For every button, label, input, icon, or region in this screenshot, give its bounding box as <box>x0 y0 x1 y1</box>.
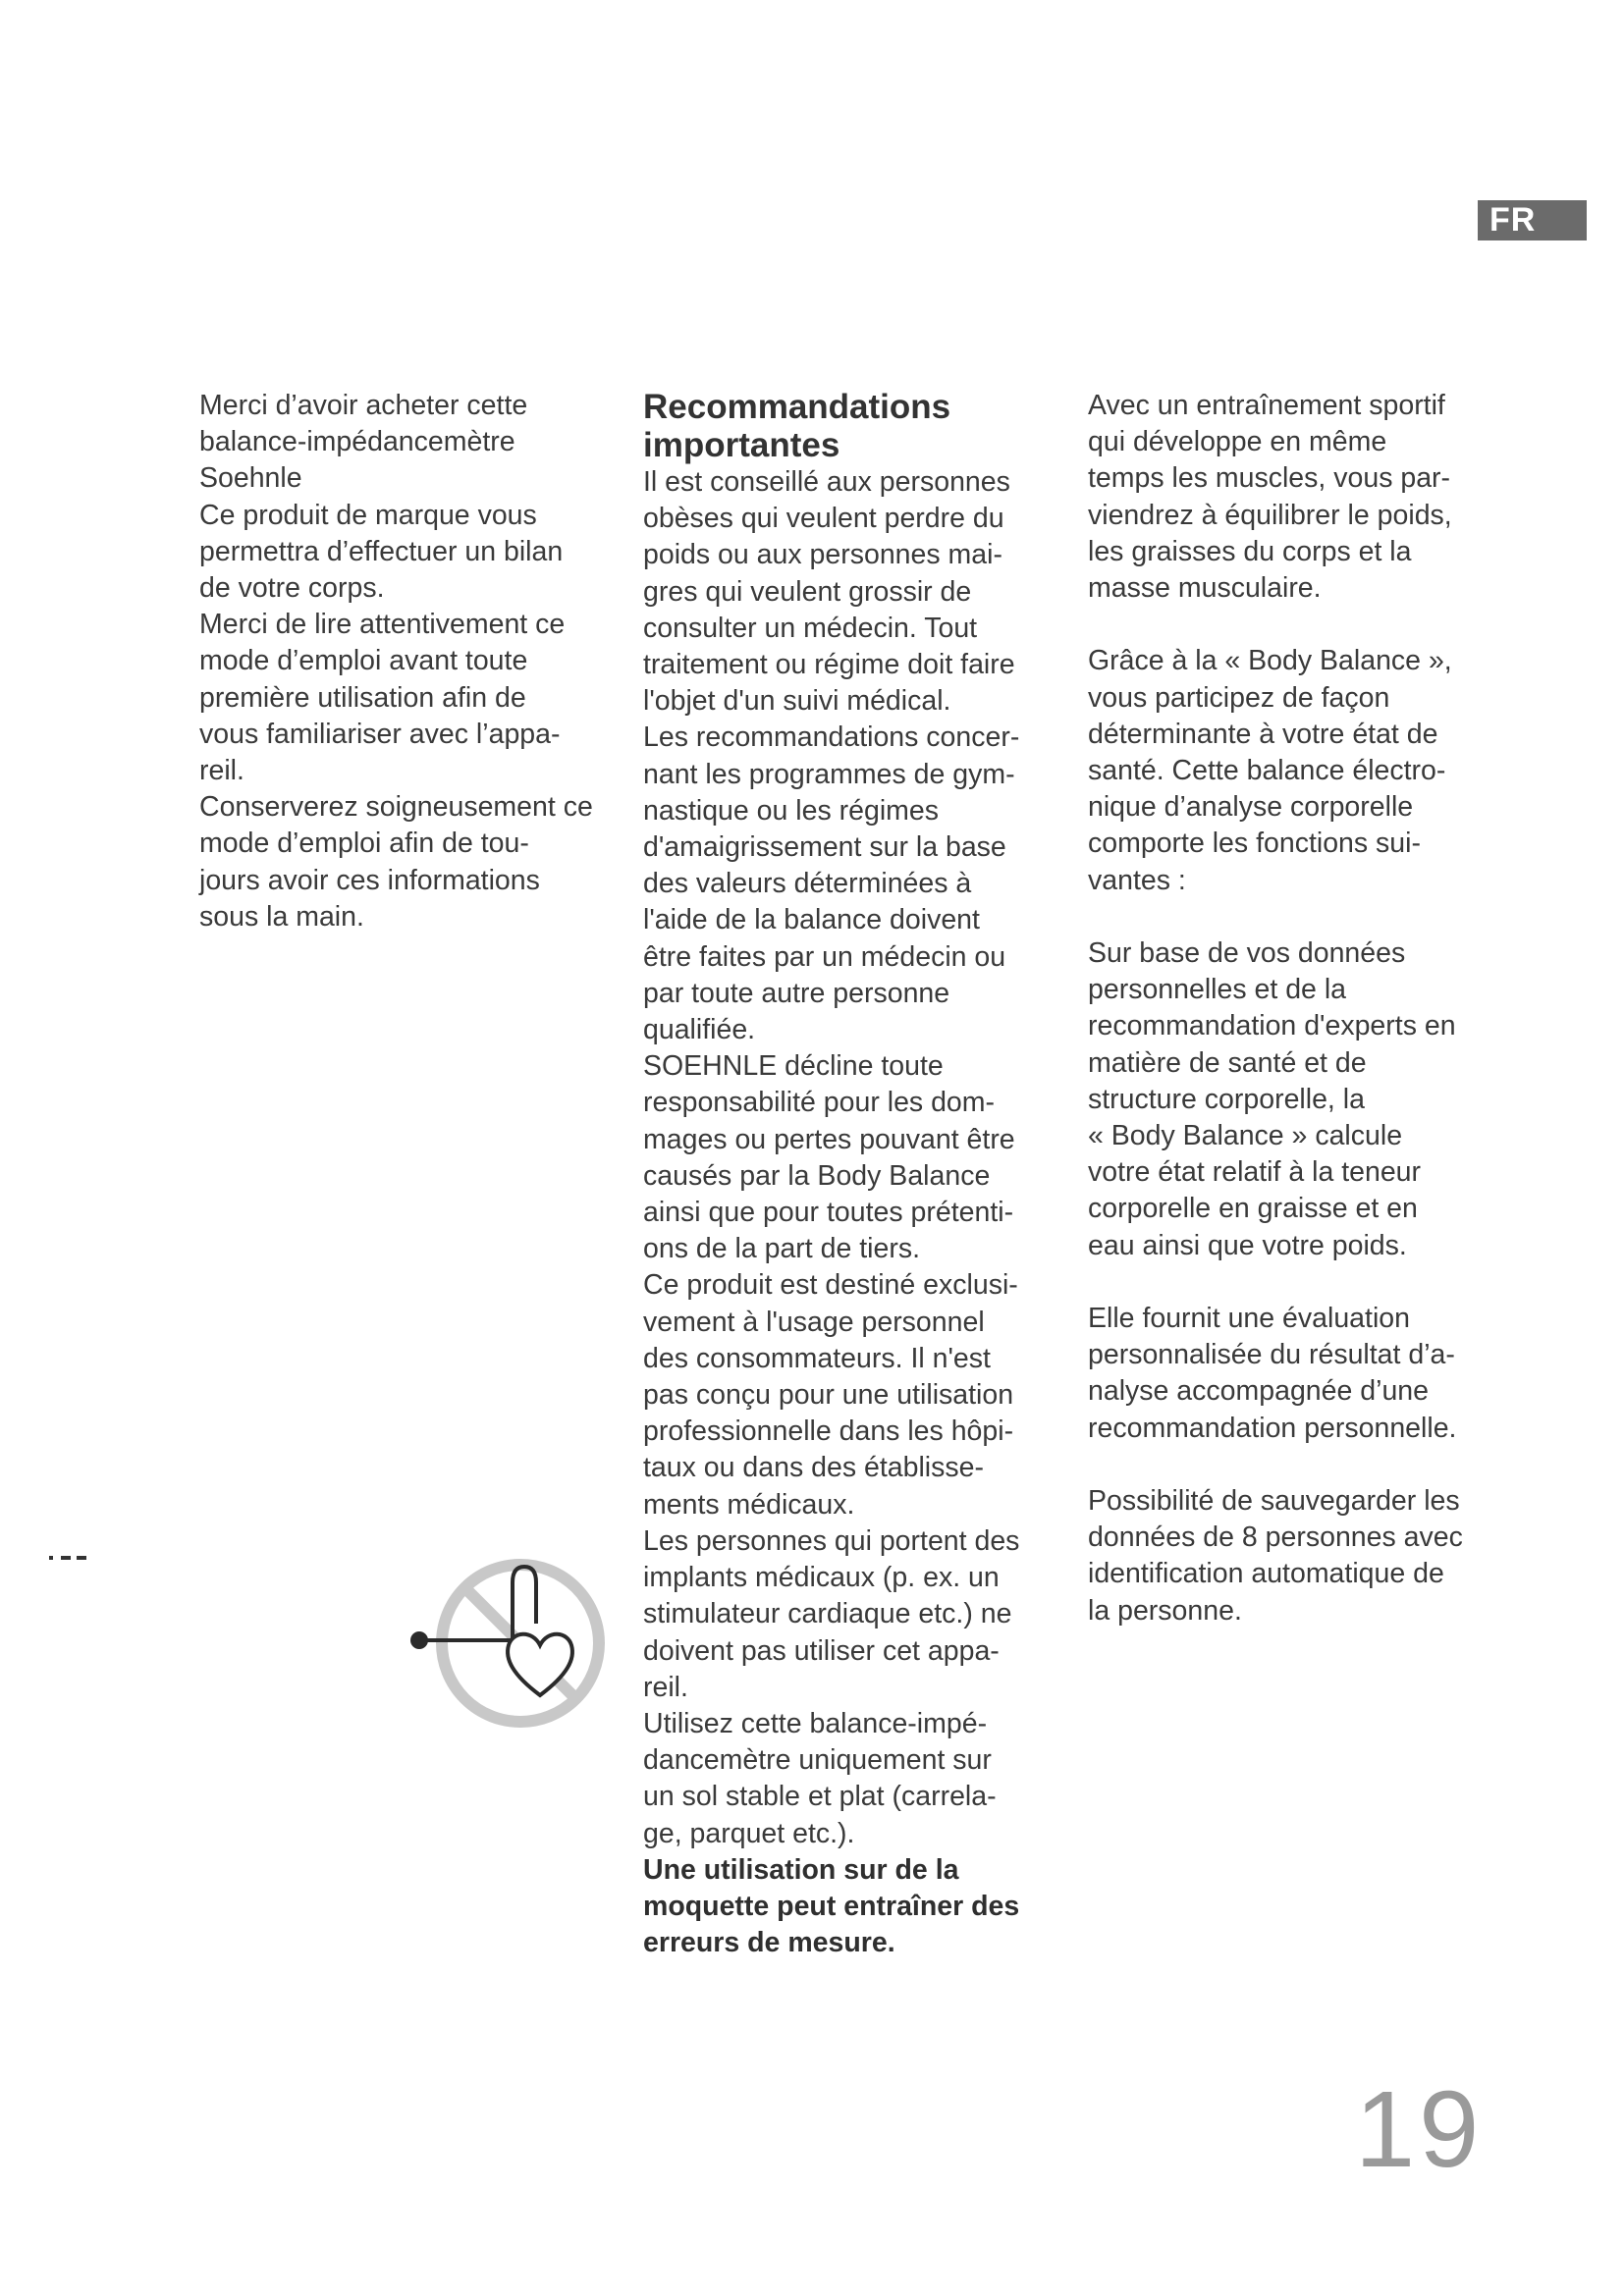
intro-paragraph: Merci d’avoir acheter cette balance-impédancemètre Soehnle Ce produit de marque vous permettra d’effectuer un bilan de votre corps. Merci de lire attentivement ce mode d’emploi avant toute première utilisation afin de vous familiariser avec l’appa- reil. Conserverez soigneusement ce mode d’emploi afin de tou- jours avoir ces informations sous la main. <box>199 390 593 933</box>
intro-column <box>199 388 612 935</box>
feature-paragraph: Sur base de vos données personnelles et de la recommandation d'experts en matière de santé et de structure corporelle, la « Body Balance » calcule votre état relatif à la teneur corporelle en graisse et en eau ainsi que votre poids. <box>1088 937 1456 1261</box>
feature-paragraph: Avec un entraînement sportif qui développe en même temps les muscles, vous par- viendrez à équilibrer le poids, les graisses du corps et la masse musculaire. <box>1088 390 1452 605</box>
feature-paragraph: Possibilité de sauvegarder les données de 8 personnes avec identification automatique de la personne. <box>1088 1485 1463 1627</box>
carpet-warning: Une utilisation sur de la moquette peut entraîner des erreurs de mesure. <box>643 1853 1020 1959</box>
feature-paragraph: Grâce à la « Body Balance », vous participez de façon déterminante à votre état de santé. Cette balance électro- nique d’analyse corporelle comporte les fonctions sui- vantes : <box>1088 645 1452 896</box>
features-column <box>1088 388 1500 1629</box>
margin-mark <box>49 1556 88 1562</box>
section-heading: Recommandations importantes <box>643 388 951 464</box>
feature-paragraph: Elle fournit une évaluation personnalisée du résultat d’a- nalyse accompagnée d’une recommandation personnelle. <box>1088 1303 1457 1444</box>
recommendations-column <box>643 388 1056 1961</box>
language-tab: FR <box>1478 200 1587 240</box>
no-pacemaker-icon <box>403 1553 614 1735</box>
recommendations-body: Il est conseillé aux personnes obèses qui veulent perdre du poids ou aux personnes mai- gres qui veulent grossir de consulter un médecin. Tout traitement ou régime doit faire l'objet d'un suivi médical. Les recommandations concer- nant les programmes de gym- nastique ou les régimes d'amaigrissement sur la base des valeurs déterminées à l'aide de la balance doivent être faites par un médecin ou par toute autre personne qualifiée. SOEHNLE décline toute responsabilité pour les dom- mages ou pertes pouvant être causés par la Body Balance ainsi que pour toutes prétenti- ons de la part de tiers. Ce produit est destiné exclusi- vement à l'usage personnel des consommateurs. Il n'est pas conçu pour une utilisation professionnelle dans les hôpi- taux ou dans des établisse- ments médicaux. Les personnes qui portent des implants médicaux (p. ex. un stimulateur cardiaque etc.) ne doivent pas utiliser cet appa- reil. Utilisez cette balance-impé- dancemètre uniquement sur un sol stable et plat (carrela- ge, parquet etc.). <box>643 466 1020 1849</box>
page-number: 19 <box>1355 2069 1484 2190</box>
